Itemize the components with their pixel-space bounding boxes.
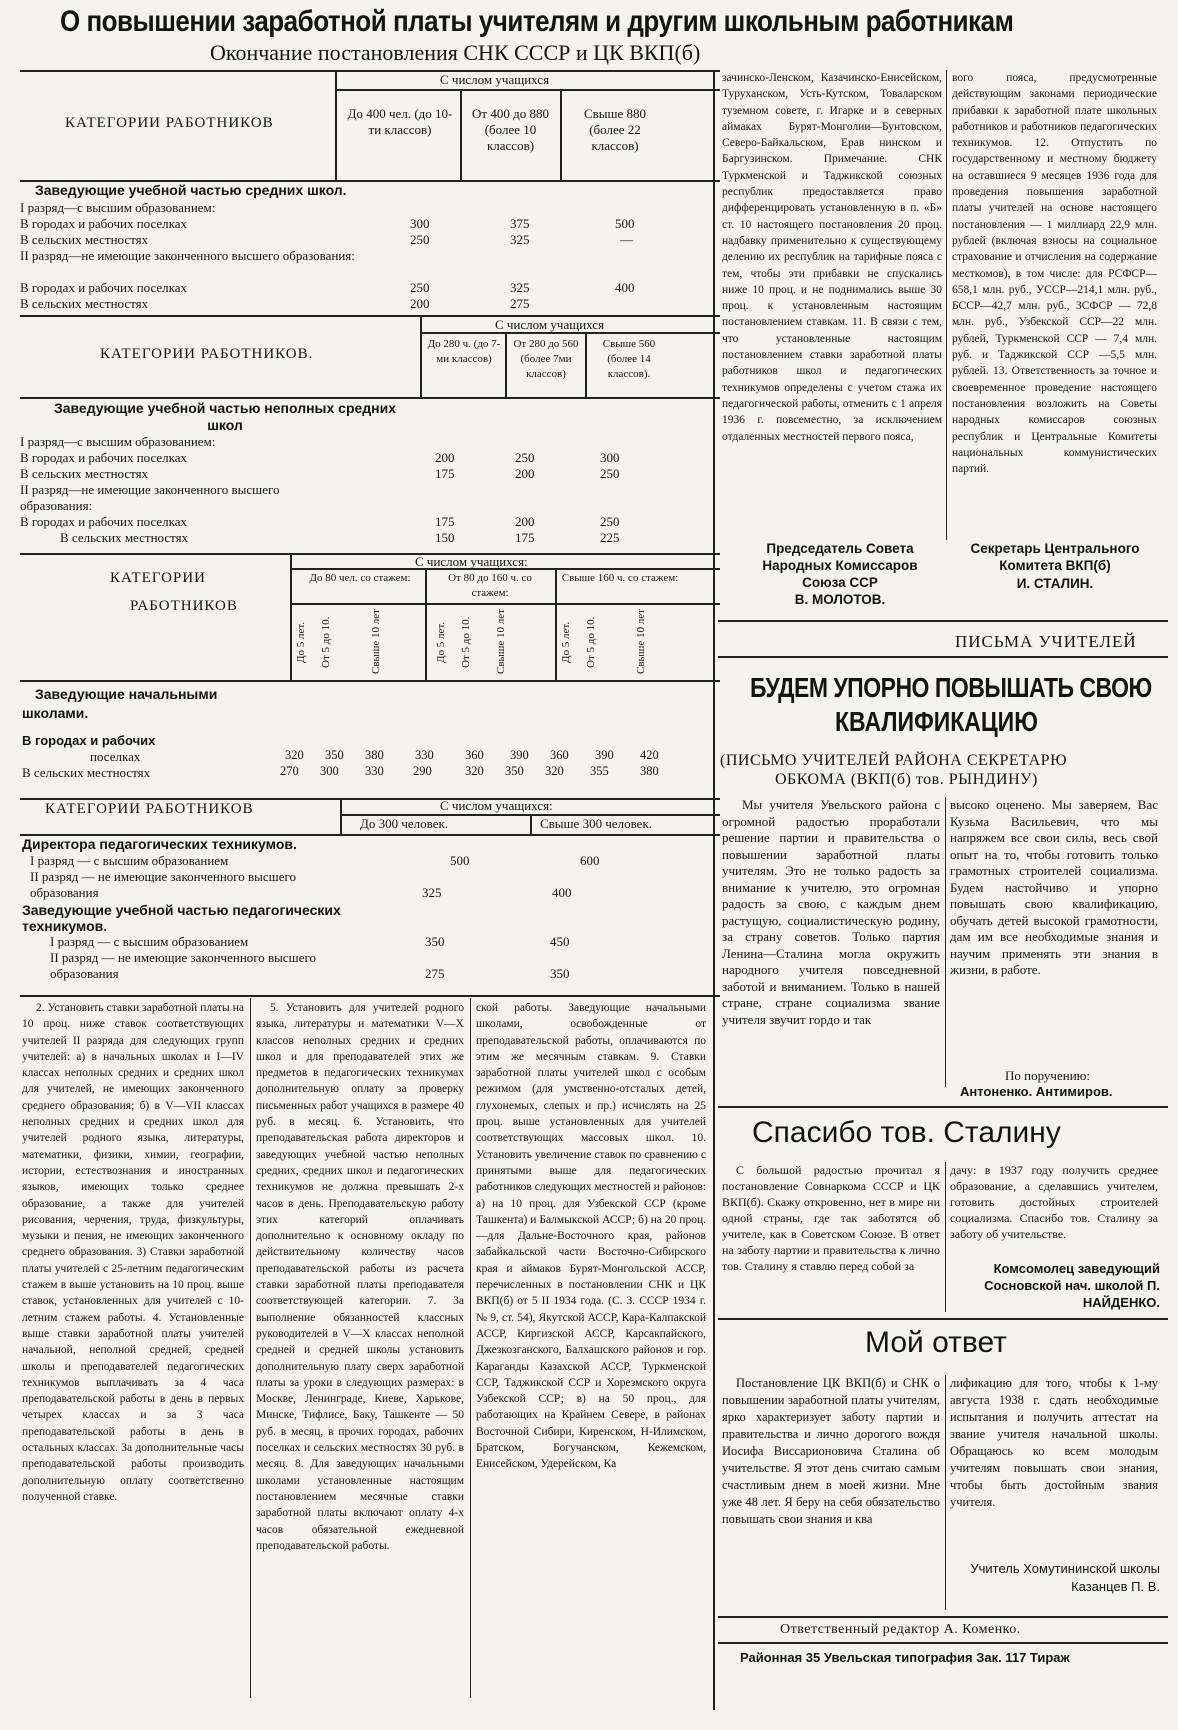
signature-1-name: В. МОЛОТОВ. [794, 592, 886, 607]
table-cell: 375 [510, 216, 530, 231]
table1-group-header: С числом учащихся [440, 72, 550, 87]
footer-editor: Ответственный редактор А. Коменко. [780, 1622, 1021, 1637]
table3-group-3: Свыше 160 ч. со стажем: [561, 572, 679, 584]
table-cell: 200 [515, 466, 535, 481]
table4-rows2 [50, 934, 720, 982]
table-cell: 225 [600, 530, 620, 545]
letter1-sign: По поручению: [1005, 1068, 1090, 1083]
table3-group-1: До 80 чел. со стажем: [309, 572, 411, 584]
table-row-label: В сельских местностях [60, 530, 189, 545]
letter3-col-2: лификацию для того, чтобы к 1-му августа 1938 г. сдать необходимые испытания и получить аттестат на звание учителя начальной школы. Обращаюсь ко всем молодым учителям повышать свои знания, чтобы быть достойным звания учителя. [950, 1376, 1158, 1509]
table-cell: 275 [425, 966, 445, 981]
table1-category-header: КАТЕГОРИИ РАБОТНИКОВ [65, 115, 274, 131]
table-cell: 325 [510, 280, 530, 295]
letter3-sign: Учитель Хомутининской школы Казанцев П. В. [970, 1561, 1160, 1594]
table-cell: 300 [410, 216, 430, 231]
table-cell: 320 [465, 764, 484, 778]
table-cell: 420 [640, 748, 659, 762]
table-cell: 350 [550, 966, 570, 981]
table-cell: 400 [552, 885, 572, 900]
table-cell: 450 [550, 934, 570, 949]
table-row-label: I разряд — с высшим образованием [50, 934, 249, 949]
table-cell: 350 [425, 934, 445, 949]
table-cell: 300 [320, 764, 339, 778]
table2-category-header: КАТЕГОРИИ РАБОТНИКОВ. [100, 346, 314, 362]
table-cell: 390 [510, 748, 529, 762]
table3-row-city-label-1: В городах и рабочих [22, 733, 156, 748]
subcol-label: Свыше 10 лет [635, 609, 647, 675]
letter3-col-1: Постановление ЦК ВКП(б) и СНК о повышении заработной платы учителям, ярко характеризует заботу партии и правительства и лично дорогого вождя Иосифа Виссарионовича Сталина об учительстве. Я этот день считаю самым счастливым днем в моей жизни. Мне уже 48 лет. Я беру на себя обязательство повышать свои знания и ква [722, 1376, 940, 1526]
headline: О повышении заработной платы учителям и другим школьным работникам [60, 3, 1014, 38]
table-cell: 175 [515, 530, 535, 545]
table-cell: 320 [545, 764, 564, 778]
table-row-label: II разряд — не имеющие законченного высшего образования [30, 869, 296, 900]
table-cell: 250 [600, 466, 620, 481]
table4-group-header: С числом учащихся: [440, 798, 553, 813]
table-row-label: В сельских местностях [20, 296, 149, 311]
letter1-subtitle-line1: (ПИСЬМО УЧИТЕЛЕЙ РАЙОНА СЕКРЕТАРЮ [720, 752, 1068, 769]
table4-col-2: Свыше 300 человек. [540, 816, 653, 831]
table3-subcols [290, 606, 720, 678]
table4-col-1: До 300 человек. [360, 816, 449, 831]
table-cell: 200 [435, 450, 455, 465]
table-row-label: В городах и рабочих поселках [20, 450, 188, 465]
letter2-sign: Комсомолец заведующий Сосновской нач. школой П. НАЙДЕНКО. [984, 1261, 1160, 1310]
table2-col-3: Свыше 560 (более 14 классов). [602, 338, 656, 380]
signature-2-title: Секретарь Центрального Комитета ВКП(б) [970, 541, 1140, 573]
table-cell: 175 [435, 466, 455, 481]
left-body-col-1: 2. Установить ставки заработной платы на 10 проц. ниже ставок соответствующих учителей II разряда для следующих групп учителей: а) в начальных школах и I—IV классах неполных средних и средних школ для учителей, не имеющих законченного среднего образования; б) в V—VII классах неполных средних и средних школ для учителей родного языка, литературы, математики, физики, химии, географии, истории, естествознания и иностранных языков, имеющих только среднее образование, а также для учителей рисования, черчения, труда, физкультуры, музыки и пения, не имеющих законченного среднего образования. 3) Ставки заработной платы учителей с 25-летним педагогическим стажем в выше установить на 10 проц. выше ставок, установленных для учителей с 10-летним стажем работы. 4. Установленные выше ставки заработной платы учителей начальной, неполной средней, средней школы и преподавателей педагогических техникумов выплачивать за 4 часа преподавательской работы в день в первых четырех классах и за 3 часа преподавательской работы в день в остальных классах. За дополнительные часы преподавательской работы производить дополнительную оплату соответственно полученной ставке. [22, 1002, 244, 1503]
table3-section-title-1: Заведующие начальными [35, 686, 218, 702]
table-row-label: II разряд — не имеющие законченного высшего образования [50, 950, 316, 981]
table3-group-2: От 80 до 160 ч. со стажем: [448, 572, 532, 599]
table-row-label: В городах и рабочих поселках [20, 216, 188, 231]
table2-col-1: До 280 ч. (до 7-ми классов) [427, 338, 501, 365]
headline-rule [20, 70, 720, 72]
table-row-label: I разряд—с высшим образованием: [20, 200, 216, 215]
table-cell: 400 [615, 280, 635, 295]
table-row-label: В городах и рабочих поселках [20, 280, 188, 295]
table-cell: 350 [505, 764, 524, 778]
table-row-label: В сельских местностях [20, 232, 149, 247]
table-row-label: В городах и рабочих поселках [20, 514, 188, 529]
subcol-label: До 5 лет. [560, 621, 572, 663]
subcol-label: От 5 до 10. [585, 616, 597, 668]
table-row-label: I разряд—с высшим образованием: [20, 434, 216, 449]
table3-category-header-1: КАТЕГОРИИ [110, 570, 206, 586]
table-cell: 250 [515, 450, 535, 465]
letter1-col-2: высоко оценено. Мы заверяем, Вас Кузьма Васильевич, что мы напряжем все свои силы, весь свой опыт на то, чтобы готовить только грамотных строителей социализма. Будем настойчиво и упорно повышать свою квалификацию, обучать детей высокой грамотности, дам им все необходимые знания и научим применять эти знания в жизни, в работе. [950, 797, 1158, 977]
table-cell: 600 [580, 853, 600, 868]
table-cell: 150 [435, 530, 455, 545]
table-cell: 320 [285, 748, 304, 762]
table-cell: 175 [435, 514, 455, 529]
table-cell: 250 [410, 232, 430, 247]
table1-section-title: Заведующие учебной частью средних школ. [35, 182, 347, 198]
letter1-title-line1: БУДЕМ УПОРНО ПОВЫШАТЬ СВОЮ [750, 672, 1152, 704]
table-cell: 290 [413, 764, 432, 778]
table-cell: 380 [365, 748, 384, 762]
table2-rows [20, 434, 720, 546]
table-cell: 360 [465, 748, 484, 762]
table-row-label: II разряд—не имеющие законченного высшего образования: [20, 248, 355, 263]
table-cell: 250 [600, 514, 620, 529]
table-cell: 330 [415, 748, 434, 762]
letters-rubric: ПИСЬМА УЧИТЕЛЕЙ [955, 632, 1137, 651]
letter1-names: Антоненко. Антимиров. [960, 1084, 1113, 1099]
table4-rows1 [30, 853, 720, 901]
table3-row-city-label-2: поселках [90, 749, 141, 764]
letter1-subtitle-line2: ОБКОМА (ВКП(б) тов. РЫНДИНУ) [775, 771, 1038, 788]
right-top-col-2: вого пояса, предусмотренные действующим законами периодические прибавки к заработной плате школьных работников и работников педагогических техникумов. 12. Отпустить по государственному и местному бюджету на оставшиеся 9 месяцев 1936 года для проведения повышения заработной платы учителей на основе настоящего постановления — 1 миллиард 22,9 млн. рублей (включая взносы на социальное страхование и отчисления на содержание месткомов), в том числе: для РСФСР—658,1 млн. руб., УССР—214,1 млн. руб., БССР—42,7 млн. руб., ЗСФСР — 72,8 млн. руб., Узбекской ССР—22 млн. рублей, Туркменской ССР — 7,4 млн. руб. и Таджикской ССР —5,5 млн. рублей. 13. Ответственность за точное и своевременное проведение настоящего постановления возложить на Советы народных комиссаров союзных республик и Центральные Комитеты национальных коммунистических партий. [952, 72, 1157, 476]
right-top-col-1: зачинско-Ленском, Казачинско-Енисейском, Туруханском, Усть-Кутском, Товаларском туземном совете, г. Игарке и в северных аймаках Бурят-Монголии—Бунтовском, Северо-Байкальском, Ерав нинском и Баргузинском. Примечание. СНК Туркменской и Таджикской союзных республик предоставляется право дифференцировать установленную в п. «Б» ст. 10 настоящего постановления 20 проц. надбавку применительно к существующему делению их республик на тарифные пояса с тем, чтобы эти прибавки не спускались ниже 10 проц. и не поднимались выше 30 проц. к установленным настоящим постановлением ставкам. 11. В связи с тем, что установленные настоящим постановлением ставки заработной платы работников школ и педагогических техникумов определены с учетом стажа их педагогической работы, отменить с 1 апреля 1936 г. повсеместно, за исключением отдаленных местностей первого пояса, [722, 72, 942, 443]
table-cell: 390 [595, 748, 614, 762]
left-body-col-3: ской работы. Заведующие начальными школами, освобожденные от преподавательской работы, оплачиваются по этим же месячным ставкам. 9. Ставки заработной платы учителей школ с особым режимом (для умственно-отсталых детей, глухонемых, слепых и пр.) исчислять на 25 проц. выше установленных для учителей соответствующих массовых школ. 10. Установить увеличение ставок по сравнению с принятыми выше для педагогических работников следующих местностей и районов: а) на 10 проц. для Узбекской ССР (кроме Ташкента) и Балмыкской АССР; б) на 20 проц.—для Дальне-Восточного края, районов забайкальской части Восточно-Сибирского края и аймаков Бурят-Монгольской АССР, перечисленных в постановлении СНК и ЦК ВКП(б) от 5 II 1934 года. (С. З. СССР 1934 г. № 9, ст. 54), Якутской АССР, Кара-Калпакской АССР, Киргизской АССР, Карсакпайского, Джезкозганского, Балхашского районов и гор. Караганды Казахской АССР, Туркменской ССР, Таджикской ССР и Хорезмского округа Узбекской ССР; в) на 50 проц., для работающих на Крайнем Севере, в районах Восточной Сибири, Киренском, Н-Илимском, Братском, Богучанском, Кежемском, Енисейском, Удерейском, Ка [476, 1002, 706, 1471]
subcol-label: До 5 лет. [435, 621, 447, 663]
table-cell: 500 [450, 853, 470, 868]
table-row-label: I разряд — с высшим образованием [30, 853, 229, 868]
table3-group-header: С числом учащихся: [415, 554, 528, 569]
table1-col-3: Свыше 880 (более 22 классов) [583, 106, 647, 153]
table-row-label: II разряд—не имеющие законченного высшего образования: [20, 482, 280, 513]
table-cell: 350 [325, 748, 344, 762]
table-cell: 200 [410, 296, 430, 311]
table2-col-2: От 280 до 560 (более 7ми классов) [513, 338, 579, 380]
letter3-title: Мой ответ [865, 1326, 1007, 1359]
table-cell: 325 [510, 232, 530, 247]
table-cell: 250 [410, 280, 430, 295]
table1-col-1: До 400 чел. (до 10-ти классов) [347, 106, 453, 137]
table4-section-1: Директора педагогических техникумов. [22, 836, 297, 852]
subcol-label: От 5 до 10. [320, 616, 332, 668]
table3-row-rural-label: В сельских местностях [22, 765, 151, 780]
table-cell: 275 [510, 296, 530, 311]
table3-section-title-2: школами. [22, 705, 89, 721]
table-cell: 355 [590, 764, 609, 778]
table3-category-header-2: РАБОТНИКОВ [130, 598, 238, 614]
table-cell: 325 [422, 885, 442, 900]
table1-rows [20, 200, 720, 312]
letter1-col-1: Мы учителя Увельского района с огромной радостью проработали решение партии и правительства о повышении заработной платы учителям. Это не только радость за внимание к учителю, это огромная радость за свою, с каждым днем растущую, социалистическую родину, за страну советов. Только партия Ленина—Сталина могла окружить народного учителя повседневной заботой и вниманием. Только в нашей стране, стране социализма звание учителя звучит гордо и так [722, 797, 940, 1027]
signature-2-name: И. СТАЛИН. [1016, 576, 1094, 591]
table-cell: 500 [615, 216, 635, 231]
table4-section-2: Заведующие учебной частью педагогических техникумов. [22, 902, 341, 934]
table2-group-header: С числом учащихся [495, 317, 605, 332]
subheadline: Окончание постановления СНК СССР и ЦК ВКП(б) [210, 40, 701, 65]
table-cell: 300 [600, 450, 620, 465]
letter1-title-line2: КВАЛИФИКАЦИЮ [835, 706, 1038, 738]
signature-1-title: Председатель Совета Народных Комиссаров Союза ССР [762, 541, 918, 590]
table-row-label: В сельских местностях [20, 466, 149, 481]
table-cell: 270 [280, 764, 299, 778]
left-body-col-2: 5. Установить для учителей родного языка, литературы и математики V—X классов неполных средних и средних школ и для преподавателей этих же предметов в педагогических техникумах дополнительную оплату за проверку письменных работ учащихся в размере 40 руб. в месяц. 6. Установить, что преподавательская работа директоров и заведующих учебной частью неполных средних, средних школ и педагогических техникумов не должна превышать 2-х часов в день. Преподавательскую работу этих категорий оплачивать дополнительно к основному окладу по действительному количеству часов преподавательской работы из расчета ставки заработной платы преподавателя соответствующей категории. 7. За выполнение обязанностей классных руководителей в V—X классах неполной средней и средней школы установить дополнительную плату сверх заработной платы за уроки в следующих размерах: в Москве, Ленинграде, Киеве, Харькове, Минске, Тифлисе, Баку, Ташкенте — 50 руб. в месяц, в прочих городах, рабочих поселках и сельских местностях 30 руб. в месяц. 8. Для заведующих начальными школами установленные настоящим постановлением месячные ставки заработной платы включают оплату 4-х часов обязательной ежедневной преподавательской работы. [256, 1002, 464, 1552]
table-cell: — [620, 232, 633, 247]
table-cell: 330 [365, 764, 384, 778]
subcol-label: Свыше 10 лет [370, 609, 382, 675]
table-cell: 200 [515, 514, 535, 529]
table-cell: 360 [550, 748, 569, 762]
subcol-label: До 5 лет. [295, 621, 307, 663]
subcol-label: От 5 до 10. [460, 616, 472, 668]
letter2-title: Спасибо тов. Сталину [752, 1116, 1061, 1149]
table2-section-title: Заведующие учебной частью неполных средних школ [53, 400, 397, 433]
letter2-col-1: С большой радостью прочитал я постановление Совнаркома СССР и ЦК ВКП(б). Скажу откровенно, нет в мире ни одной страны, где так заботятся об учителе, как в Советском Союзе. В ответ на заботу партии и правительства к лично тов. Сталину я ставлю перед собой за [722, 1163, 940, 1273]
table-cell: 380 [640, 764, 659, 778]
subcol-label: Свыше 10 лет [495, 609, 507, 675]
table4-category-header: КАТЕГОРИИ РАБОТНИКОВ [45, 801, 254, 817]
table1-col-2: От 400 до 880 (более 10 классов) [472, 106, 549, 153]
letter2-col-2: дачу: в 1937 году получить среднее образование, а сделавшись учителем, готовить достойных строителей социализма. Спасибо тов. Сталину за заботу об учительстве. [950, 1163, 1158, 1241]
footer-printer: Районная 35 Увельская типография Зак. 117 Тираж [740, 1650, 1070, 1665]
